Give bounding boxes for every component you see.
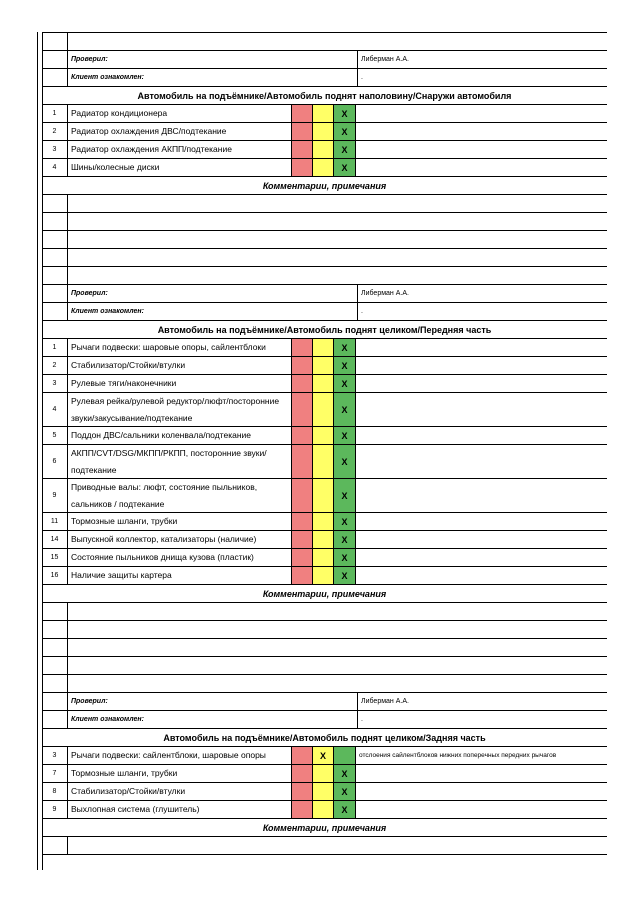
item-name: Тормозные шланги, трубки [68, 513, 292, 530]
item-name: АКПП/CVT/DSG/МКПП/РКПП, посторонние звуки/ подтекание [68, 445, 292, 478]
client-value: . [361, 716, 363, 723]
checklist-row [42, 374, 607, 392]
checklist-row [42, 444, 607, 478]
item-note[interactable] [356, 141, 607, 158]
client-row [42, 68, 607, 86]
item-name: Стабилизатор/Стойки/втулки [68, 783, 292, 800]
comments-label: Комментарии, примечания [262, 180, 387, 191]
client-label: Клиент ознакомлен: [68, 69, 358, 86]
row-num-cell [42, 213, 68, 230]
status-green-cell[interactable] [334, 747, 356, 764]
item-note[interactable] [356, 549, 607, 566]
item-number: 2 [42, 123, 68, 140]
item-note[interactable] [356, 531, 607, 548]
item-note[interactable] [356, 765, 607, 782]
item-number: 5 [42, 427, 68, 444]
item-number: 3 [42, 747, 68, 764]
item-number: 7 [42, 765, 68, 782]
status-mark[interactable]: X [334, 123, 356, 140]
status-yellow-cell[interactable] [313, 479, 334, 512]
item-number: 2 [42, 357, 68, 374]
status-mark[interactable]: X [334, 105, 356, 122]
status-red-cell[interactable] [292, 783, 313, 800]
status-yellow-cell[interactable] [313, 123, 334, 140]
checked-value: Либерман А.А. [361, 290, 409, 297]
status-red-cell[interactable] [292, 339, 313, 356]
item-note[interactable] [356, 427, 607, 444]
comment-line [42, 212, 607, 230]
checklist-row [42, 122, 607, 140]
status-yellow-cell[interactable] [313, 513, 334, 530]
checklist-row [42, 800, 607, 818]
item-name: Стабилизатор/Стойки/втулки [68, 357, 292, 374]
comment-line [42, 266, 607, 284]
status-mark[interactable]: X [334, 801, 356, 818]
comments-row [42, 818, 607, 836]
item-name: Поддон ДВС/сальники коленвала/подтекание [68, 427, 292, 444]
row-num-cell [42, 267, 68, 284]
comment-line [42, 674, 607, 692]
row-num-cell [42, 621, 68, 638]
item-number: 16 [42, 567, 68, 584]
status-mark[interactable]: X [334, 479, 356, 512]
status-yellow-cell[interactable] [313, 567, 334, 584]
item-note[interactable] [356, 567, 607, 584]
item-name: Шины/колесные диски [68, 159, 292, 176]
status-mark[interactable]: X [334, 445, 356, 478]
checklist-row [42, 512, 607, 530]
comment-line [42, 602, 607, 620]
row-num-cell [42, 231, 68, 248]
status-yellow-cell[interactable] [313, 357, 334, 374]
status-yellow-cell[interactable] [313, 141, 334, 158]
status-mark[interactable]: X [334, 393, 356, 426]
item-name: Радиатор охлаждения АКПП/подтекание [68, 141, 292, 158]
section-title: Автомобиль на подъёмнике/Автомобиль поднят целиком/Передняя часть [157, 324, 492, 335]
status-red-cell[interactable] [292, 427, 313, 444]
comment-line [42, 248, 607, 266]
item-number: 9 [42, 801, 68, 818]
status-red-cell[interactable] [292, 393, 313, 426]
item-note[interactable] [356, 339, 607, 356]
row-num-cell [42, 195, 68, 212]
row-num-cell [42, 693, 68, 710]
status-mark[interactable]: X [334, 339, 356, 356]
item-number: 14 [42, 531, 68, 548]
status-red-cell[interactable] [292, 479, 313, 512]
item-name: Рулевая рейка/рулевой редуктор/люфт/посторонние звуки/закусывание/подтекание [68, 393, 292, 426]
status-yellow-cell[interactable] [313, 427, 334, 444]
item-name: Приводные валы: люфт, состояние пыльников, сальников / подтекание [68, 479, 292, 512]
status-red-cell[interactable] [292, 513, 313, 530]
checklist-row [42, 566, 607, 584]
comment-line [42, 656, 607, 674]
checked-row [42, 50, 607, 68]
comments-label: Комментарии, примечания [262, 588, 387, 599]
status-yellow-cell[interactable] [313, 445, 334, 478]
status-red-cell[interactable] [292, 747, 313, 764]
item-note[interactable] [356, 513, 607, 530]
row-num-cell [42, 249, 68, 266]
item-name: Рычаги подвески: шаровые опоры, сайлентблоки [68, 339, 292, 356]
checklist-row [42, 338, 607, 356]
status-yellow-cell[interactable] [313, 159, 334, 176]
item-note[interactable] [356, 783, 607, 800]
comment-line [42, 620, 607, 638]
item-name: Рулевые тяги/наконечники [68, 375, 292, 392]
item-name: Радиатор охлаждения ДВС/подтекание [68, 123, 292, 140]
checked-label: Проверил: [68, 693, 358, 710]
status-red-cell[interactable] [292, 123, 313, 140]
status-red-cell[interactable] [292, 801, 313, 818]
status-mark[interactable]: X [334, 159, 356, 176]
checked-label: Проверил: [68, 285, 358, 302]
status-mark[interactable]: X [334, 357, 356, 374]
status-mark[interactable]: X [334, 765, 356, 782]
checklist-row [42, 764, 607, 782]
row-num-cell [42, 303, 68, 320]
status-red-cell[interactable] [292, 531, 313, 548]
comment-line [42, 230, 607, 248]
row-num-cell [42, 603, 68, 620]
checklist-row [42, 746, 607, 764]
comments-row [42, 176, 607, 194]
status-yellow-cell[interactable] [313, 765, 334, 782]
item-number: 4 [42, 159, 68, 176]
status-yellow-cell[interactable] [313, 393, 334, 426]
status-mark[interactable]: X [334, 549, 356, 566]
item-number: 8 [42, 783, 68, 800]
row-num-cell [42, 69, 68, 86]
item-number: 6 [42, 445, 68, 478]
item-note[interactable] [356, 393, 607, 426]
checklist-row [42, 140, 607, 158]
checked-row [42, 692, 607, 710]
row-num-cell [42, 51, 68, 68]
item-number: 4 [42, 393, 68, 426]
checklist-row [42, 426, 607, 444]
status-mark[interactable]: X [334, 427, 356, 444]
comment-line [42, 638, 607, 656]
status-yellow-cell[interactable] [313, 339, 334, 356]
item-name: Состояние пыльников днища кузова (пластик) [68, 549, 292, 566]
comments-row [42, 584, 607, 602]
status-mark[interactable]: X [334, 141, 356, 158]
checklist-row [42, 392, 607, 426]
row-num-cell [42, 657, 68, 674]
status-yellow-cell[interactable] [313, 105, 334, 122]
item-number: 1 [42, 339, 68, 356]
status-mark[interactable]: X [334, 567, 356, 584]
checked-value: Либерман А.А. [361, 698, 409, 705]
checklist-row [42, 158, 607, 176]
row-num-cell [42, 711, 68, 728]
section-title: Автомобиль на подъёмнике/Автомобиль поднят наполовину/Снаружи автомобиля [137, 90, 512, 101]
row-num-cell [42, 675, 68, 692]
item-note[interactable] [356, 445, 607, 478]
item-number: 3 [42, 375, 68, 392]
checklist-row [42, 530, 607, 548]
bottom-border [42, 854, 607, 855]
item-number: 9 [42, 479, 68, 512]
status-yellow-cell[interactable] [313, 375, 334, 392]
status-red-cell[interactable] [292, 567, 313, 584]
status-yellow-cell[interactable] [313, 549, 334, 566]
status-red-cell[interactable] [292, 445, 313, 478]
checklist-row [42, 478, 607, 512]
status-mark[interactable]: X [334, 531, 356, 548]
comment-line [42, 194, 607, 212]
status-red-cell[interactable] [292, 549, 313, 566]
row-num-cell [42, 33, 68, 50]
status-mark[interactable]: X [334, 375, 356, 392]
item-number: 11 [42, 513, 68, 530]
client-row [42, 710, 607, 728]
item-name: Радиатор кондиционера [68, 105, 292, 122]
client-label: Клиент ознакомлен: [68, 711, 358, 728]
comments-label: Комментарии, примечания [262, 822, 387, 833]
checklist-row [42, 548, 607, 566]
status-red-cell[interactable] [292, 357, 313, 374]
status-red-cell[interactable] [292, 765, 313, 782]
margin-line-outer [37, 32, 38, 870]
status-mark[interactable]: X [334, 783, 356, 800]
client-value: . [361, 74, 363, 81]
status-yellow-cell[interactable] [313, 531, 334, 548]
status-mark[interactable]: X [334, 513, 356, 530]
status-red-cell[interactable] [292, 105, 313, 122]
client-row [42, 302, 607, 320]
client-label: Клиент ознакомлен: [68, 303, 358, 320]
section-title-row [42, 728, 607, 746]
item-note[interactable] [356, 479, 607, 512]
row-num-cell [42, 285, 68, 302]
checklist-row [42, 104, 607, 122]
status-red-cell[interactable] [292, 141, 313, 158]
item-note[interactable] [356, 159, 607, 176]
comment-line [42, 836, 607, 854]
status-red-cell[interactable] [292, 375, 313, 392]
item-number: 3 [42, 141, 68, 158]
checked-value: Либерман А.А. [361, 56, 409, 63]
item-note[interactable]: отслоения сайлентблоков нижних поперечных передних рычагов [359, 752, 557, 759]
status-yellow-cell[interactable] [313, 783, 334, 800]
item-number: 15 [42, 549, 68, 566]
blank-row [42, 32, 607, 50]
item-name: Выпускной коллектор, катализаторы (наличие) [68, 531, 292, 548]
section-title: Автомобиль на подъёмнике/Автомобиль поднят целиком/Задняя часть [163, 732, 486, 743]
status-yellow-cell[interactable] [313, 801, 334, 818]
item-number: 1 [42, 105, 68, 122]
status-red-cell[interactable] [292, 159, 313, 176]
item-note[interactable] [356, 357, 607, 374]
item-note[interactable] [356, 801, 607, 818]
client-value: . [361, 308, 363, 315]
row-num-cell [42, 639, 68, 656]
item-note[interactable] [356, 105, 607, 122]
item-note[interactable] [356, 375, 607, 392]
row-num-cell [42, 837, 68, 854]
checklist-row [42, 356, 607, 374]
item-name: Выхлопная система (глушитель) [68, 801, 292, 818]
item-name: Рычаги подвески: сайлентблоки, шаровые опоры [68, 747, 292, 764]
status-mark[interactable]: X [313, 747, 334, 764]
checked-row [42, 284, 607, 302]
item-note[interactable] [356, 123, 607, 140]
checked-label: Проверил: [68, 51, 358, 68]
section-title-row [42, 86, 607, 104]
item-name: Наличие защиты картера [68, 567, 292, 584]
checklist-row [42, 782, 607, 800]
section-title-row [42, 320, 607, 338]
item-name: Тормозные шланги, трубки [68, 765, 292, 782]
